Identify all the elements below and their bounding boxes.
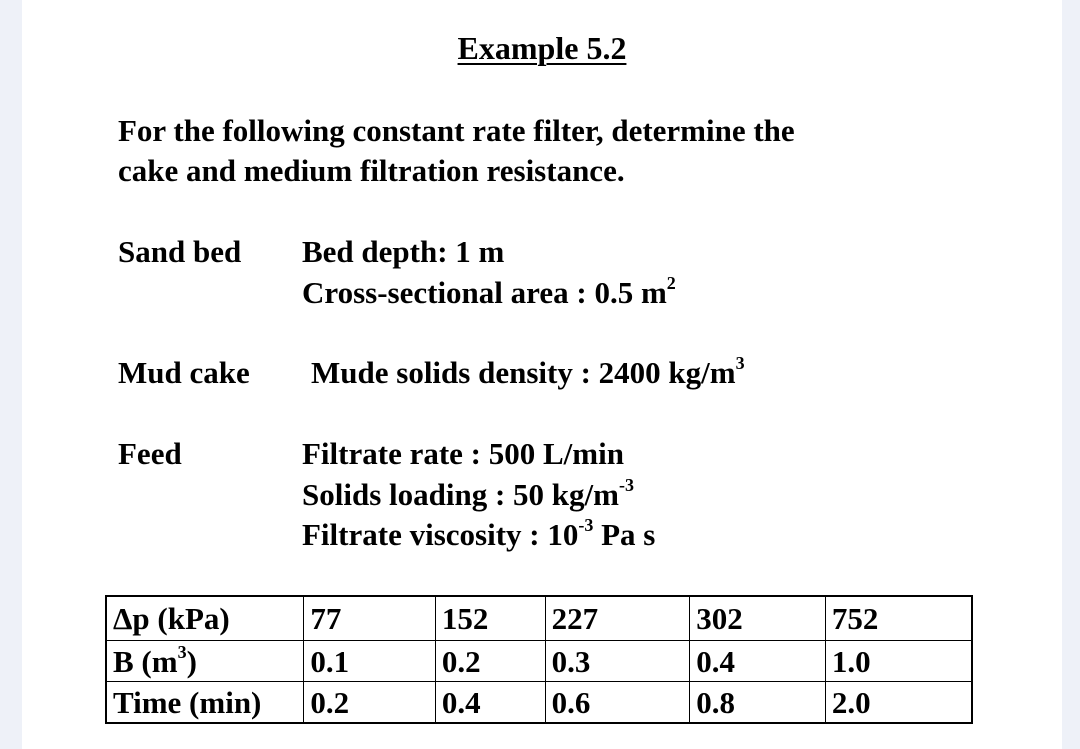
mud-cake-label: Mud cake: [118, 355, 250, 390]
filtrate-viscosity: Filtrate viscosity : $10^{-3}$ Pa s: [302, 515, 656, 552]
solids-density: Mude solids density : 2400 $kg/m^3$: [311, 353, 745, 390]
row-header-pressure-drop: Δp (kPa): [106, 596, 304, 641]
data-table: [105, 595, 973, 724]
cross-sectional-area: Cross-sectional area : 0.5 $m^2$: [302, 273, 676, 310]
intro-line-1: For the following constant rate filter, determine the: [118, 113, 795, 148]
page-title: Example 5.2: [457, 30, 627, 66]
table-cell: 0.3: [545, 641, 690, 682]
document-body: [22, 0, 1062, 749]
feed-label: Feed: [118, 436, 182, 471]
table-cell: 0.1: [304, 641, 436, 682]
bed-depth: Bed depth: 1 m: [302, 234, 505, 269]
filtrate-rate: Filtrate rate : 500 L/min: [302, 436, 624, 471]
table-cell: 0.6: [545, 682, 690, 724]
table-cell: 0.2: [435, 641, 545, 682]
table-row: [106, 596, 972, 641]
table-cell: 152: [435, 596, 545, 641]
table-cell: 0.2: [304, 682, 436, 724]
intro-line-2: cake and medium filtration resistance.: [118, 153, 625, 188]
table-cell: 2.0: [825, 682, 972, 724]
row-header-time: Time (min): [106, 682, 304, 724]
table-cell: 1.0: [825, 641, 972, 682]
table-row: [106, 641, 972, 682]
solids-loading: Solids loading : 50 $kg/m^{-3}$: [302, 475, 634, 512]
table-cell: 0.4: [435, 682, 545, 724]
table-cell: 752: [825, 596, 972, 641]
row-header-volume: B $(m^3)$: [106, 641, 304, 682]
table-cell: 0.4: [690, 641, 826, 682]
page: [22, 0, 1062, 749]
table-row: [106, 682, 972, 724]
table-cell: 302: [690, 596, 826, 641]
table-cell: 227: [545, 596, 690, 641]
table-cell: 0.8: [690, 682, 826, 724]
table-cell: 77: [304, 596, 436, 641]
sand-bed-label: Sand bed: [118, 234, 242, 269]
